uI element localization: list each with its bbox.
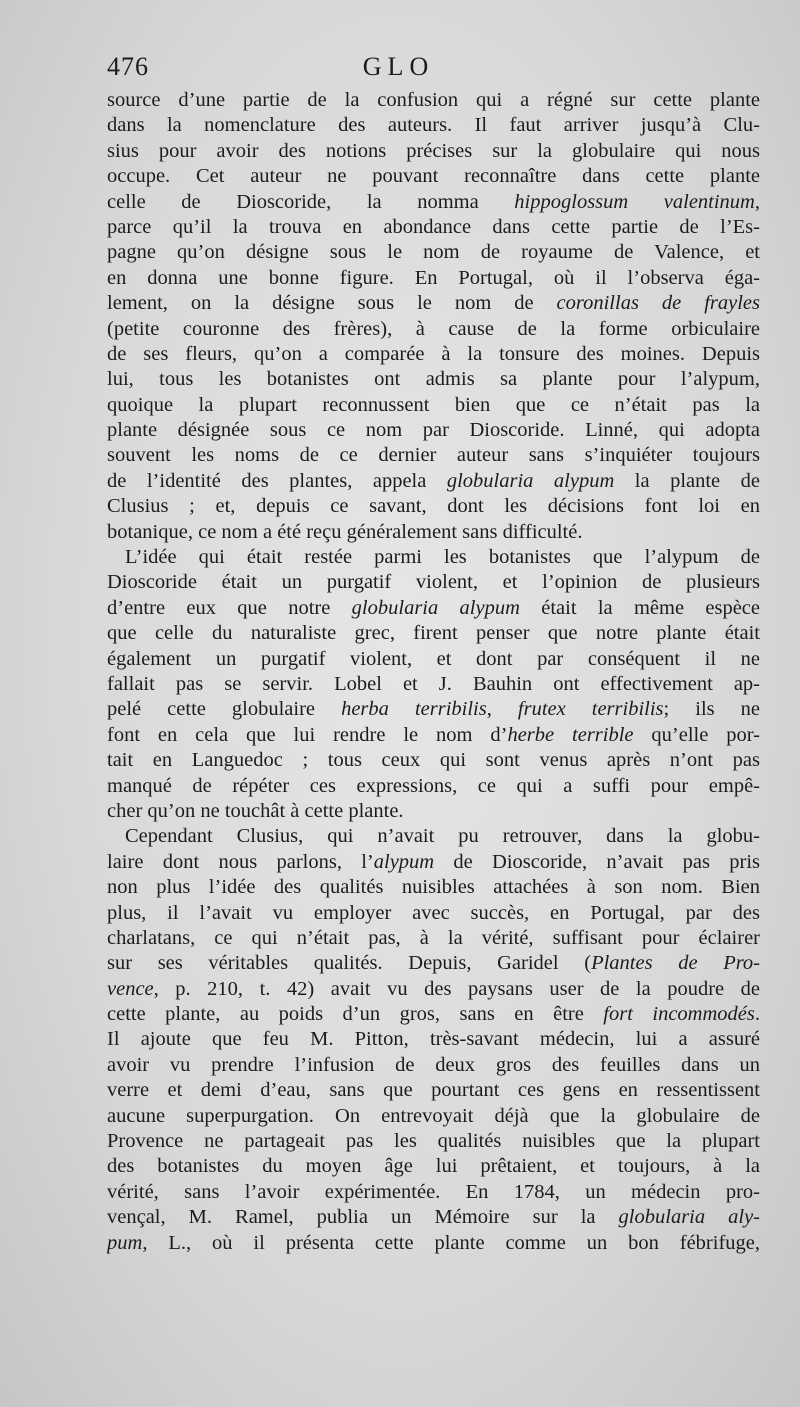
- text-line: [107, 469, 760, 494]
- text-line: [107, 215, 760, 240]
- text-run: font en cela que lui rendre le nom d’: [107, 723, 508, 746]
- text-line: [107, 977, 760, 1002]
- text-run: celle de Dioscoride, la nomma: [107, 190, 515, 213]
- text-line: [107, 164, 760, 189]
- text-line: [107, 596, 760, 621]
- text-run: Provence ne partageait pas les qualités nuisibles que la plupart: [107, 1130, 760, 1153]
- text-line: [107, 697, 760, 722]
- text-line: [107, 570, 760, 595]
- text-line: [107, 266, 760, 291]
- text-run: charlatans, ce qui n’était pas, à la vérité, suffisant pour éclairer: [107, 926, 760, 949]
- text-line: [107, 418, 760, 443]
- text-run: la plante de: [614, 469, 760, 492]
- body-text: [107, 88, 760, 1256]
- italic-term: vence: [107, 977, 154, 1000]
- text-run: aucune superpurgation. On entrevoyait déjà que la globulaire de: [107, 1104, 760, 1127]
- italic-term: frutex terribilis: [517, 698, 664, 721]
- text-run: , p. 210, t. 42) avait vu des paysans user de la poudre de: [153, 977, 760, 1000]
- text-run: fallait pas se servir. Lobel et J. Bauhin ont effectivement ap-: [107, 672, 760, 695]
- text-run: dans la nomenclature des auteurs. Il faut arriver jusqu’à Clu-: [107, 114, 760, 137]
- text-run: non plus l’idée des qualités nuisibles attachées à son nom. Bien: [107, 876, 760, 899]
- text-run: Clusius ; et, depuis ce savant, dont les décisions font loi en: [107, 495, 760, 518]
- italic-term: pum: [107, 1231, 143, 1254]
- text-run: lement, on la désigne sous le nom de: [107, 292, 557, 315]
- text-run: ,: [754, 190, 760, 213]
- text-run: L’idée qui était restée parmi les botanistes que l’alypum de: [125, 546, 760, 569]
- text-run: verre et demi d’eau, sans que pourtant ces gens en ressentissent: [107, 1079, 760, 1102]
- text-run: cette plante, au poids d’un gros, sans en être: [107, 1003, 604, 1026]
- text-run: parce qu’il la trouva en abondance dans cette partie de l’Es-: [107, 215, 760, 238]
- text-line: [107, 240, 760, 265]
- text-line: [107, 951, 760, 976]
- text-run: botanique, ce nom a été reçu généralement sans difficulté.: [107, 520, 583, 543]
- text-run: lui, tous les botanistes ont admis sa plante pour l’alypum,: [107, 368, 760, 391]
- text-line: [107, 621, 760, 646]
- text-run: manqué de répéter ces expressions, ce qui a suffi pour empê-: [107, 774, 760, 797]
- text-run: avoir vu prendre l’infusion de deux gros des feuilles dans un: [107, 1053, 760, 1076]
- text-line: [107, 850, 760, 875]
- text-run: de l’identité des plantes, appela: [107, 469, 447, 492]
- italic-term: globularia alypum: [351, 596, 520, 619]
- text-run: Cependant Clusius, qui n’avait pu retrouver, dans la globu-: [125, 825, 760, 848]
- text-run: plus, il l’avait vu employer avec succès, en Portugal, par des: [107, 901, 760, 924]
- text-line: [107, 723, 760, 748]
- text-line: [107, 799, 760, 824]
- text-line: [107, 1104, 760, 1129]
- text-line: [107, 139, 760, 164]
- text-run: en donna une bonne figure. En Portugal, où il l’observa éga-: [107, 266, 760, 289]
- text-run: pelé cette globulaire: [107, 698, 342, 721]
- italic-term: Plantes de Pro-: [591, 952, 760, 975]
- text-line: [107, 748, 760, 773]
- text-line: [107, 367, 760, 392]
- text-run: .: [754, 1003, 760, 1026]
- text-run: ; ils ne: [663, 698, 760, 721]
- text-run: Dioscoride était un purgatif violent, et l’opinion de plusieurs: [107, 571, 760, 594]
- text-line: [107, 1053, 760, 1078]
- text-line: [107, 545, 760, 570]
- text-run: souvent les noms de ce dernier auteur sans s’inquiéter toujours: [107, 444, 760, 467]
- text-line: [107, 342, 760, 367]
- running-head: GLO: [362, 52, 435, 81]
- text-line: [107, 875, 760, 900]
- text-line: [107, 88, 760, 113]
- text-line: [107, 672, 760, 697]
- text-line: [107, 1027, 760, 1052]
- text-line: [107, 494, 760, 519]
- text-run: des botanistes du moyen âge lui prêtaient, et toujours, à la: [107, 1155, 760, 1178]
- text-line: [107, 113, 760, 138]
- text-line: [107, 774, 760, 799]
- italic-term: globularia aly-: [618, 1206, 760, 1229]
- text-line: [107, 647, 760, 672]
- page-number: 476: [107, 52, 149, 81]
- text-line: [107, 1231, 760, 1256]
- text-line: [107, 520, 760, 545]
- text-run: pagne qu’on désigne sous le nom de royaume de Valence, et: [107, 241, 760, 264]
- italic-term: coronillas de frayles: [556, 292, 760, 315]
- text-run: quoique la plupart reconnussent bien que ce n’était pas la: [107, 393, 760, 416]
- text-run: occupe. Cet auteur ne pouvant reconnaître dans cette plante: [107, 165, 760, 188]
- text-line: [107, 443, 760, 468]
- italic-term: hippoglossum valentinum: [514, 190, 755, 213]
- text-run: sius pour avoir des notions précises sur la globulaire qui nous: [107, 139, 760, 162]
- text-run: cher qu’on ne touchât à cette plante.: [107, 799, 404, 822]
- text-run: était la même espèce: [519, 596, 760, 619]
- text-line: [107, 1154, 760, 1179]
- text-run: que celle du naturaliste grec, firent penser que notre plante était: [107, 622, 760, 645]
- text-run: laire dont nous parlons, l’: [107, 850, 374, 873]
- text-run: , L., où il présenta cette plante comme un bon fébrifuge,: [142, 1231, 760, 1254]
- page-header: [107, 52, 760, 86]
- text-run: sur ses véritables qualités. Depuis, Garidel (: [107, 952, 592, 975]
- italic-term: fort incommodés: [603, 1003, 755, 1026]
- text-line: [107, 291, 760, 316]
- text-run: également un purgatif violent, et dont par conséquent il ne: [107, 647, 760, 670]
- italic-term: herbe terrible: [507, 723, 634, 746]
- text-run: plante désignée sous ce nom par Dioscoride. Linné, qui adopta: [107, 419, 760, 442]
- text-line: [107, 824, 760, 849]
- text-run: d’entre eux que notre: [107, 596, 352, 619]
- text-line: [107, 901, 760, 926]
- text-run: Il ajoute que feu M. Pitton, très-savant médecin, lui a assuré: [107, 1028, 760, 1051]
- text-line: [107, 1180, 760, 1205]
- text-line: [107, 1002, 760, 1027]
- italic-term: globularia alypum: [446, 469, 615, 492]
- text-run: source d’une partie de la confusion qui a régné sur cette plante: [107, 89, 760, 111]
- text-run: qu’elle por-: [633, 723, 760, 746]
- text-line: [107, 1078, 760, 1103]
- text-run: (petite couronne des frères), à cause de la forme orbiculaire: [107, 317, 760, 340]
- text-run: vençal, M. Ramel, publia un Mémoire sur la: [107, 1206, 619, 1229]
- italic-term: alypum: [373, 850, 435, 873]
- text-line: [107, 317, 760, 342]
- text-run: de ses fleurs, qu’on a comparée à la tonsure des moines. Depuis: [107, 342, 760, 365]
- text-line: [107, 393, 760, 418]
- text-run: tait en Languedoc ; tous ceux qui sont venus après n’ont pas: [107, 749, 760, 772]
- text-run: vérité, sans l’avoir expérimentée. En 1784, un médecin pro-: [107, 1180, 760, 1203]
- text-line: [107, 926, 760, 951]
- text-run: de Dioscoride, n’avait pas pris: [434, 850, 760, 873]
- italic-term: herba terribilis: [341, 698, 487, 721]
- text-line: [107, 190, 760, 215]
- text-line: [107, 1205, 760, 1230]
- text-line: [107, 1129, 760, 1154]
- text-run: ,: [486, 698, 518, 721]
